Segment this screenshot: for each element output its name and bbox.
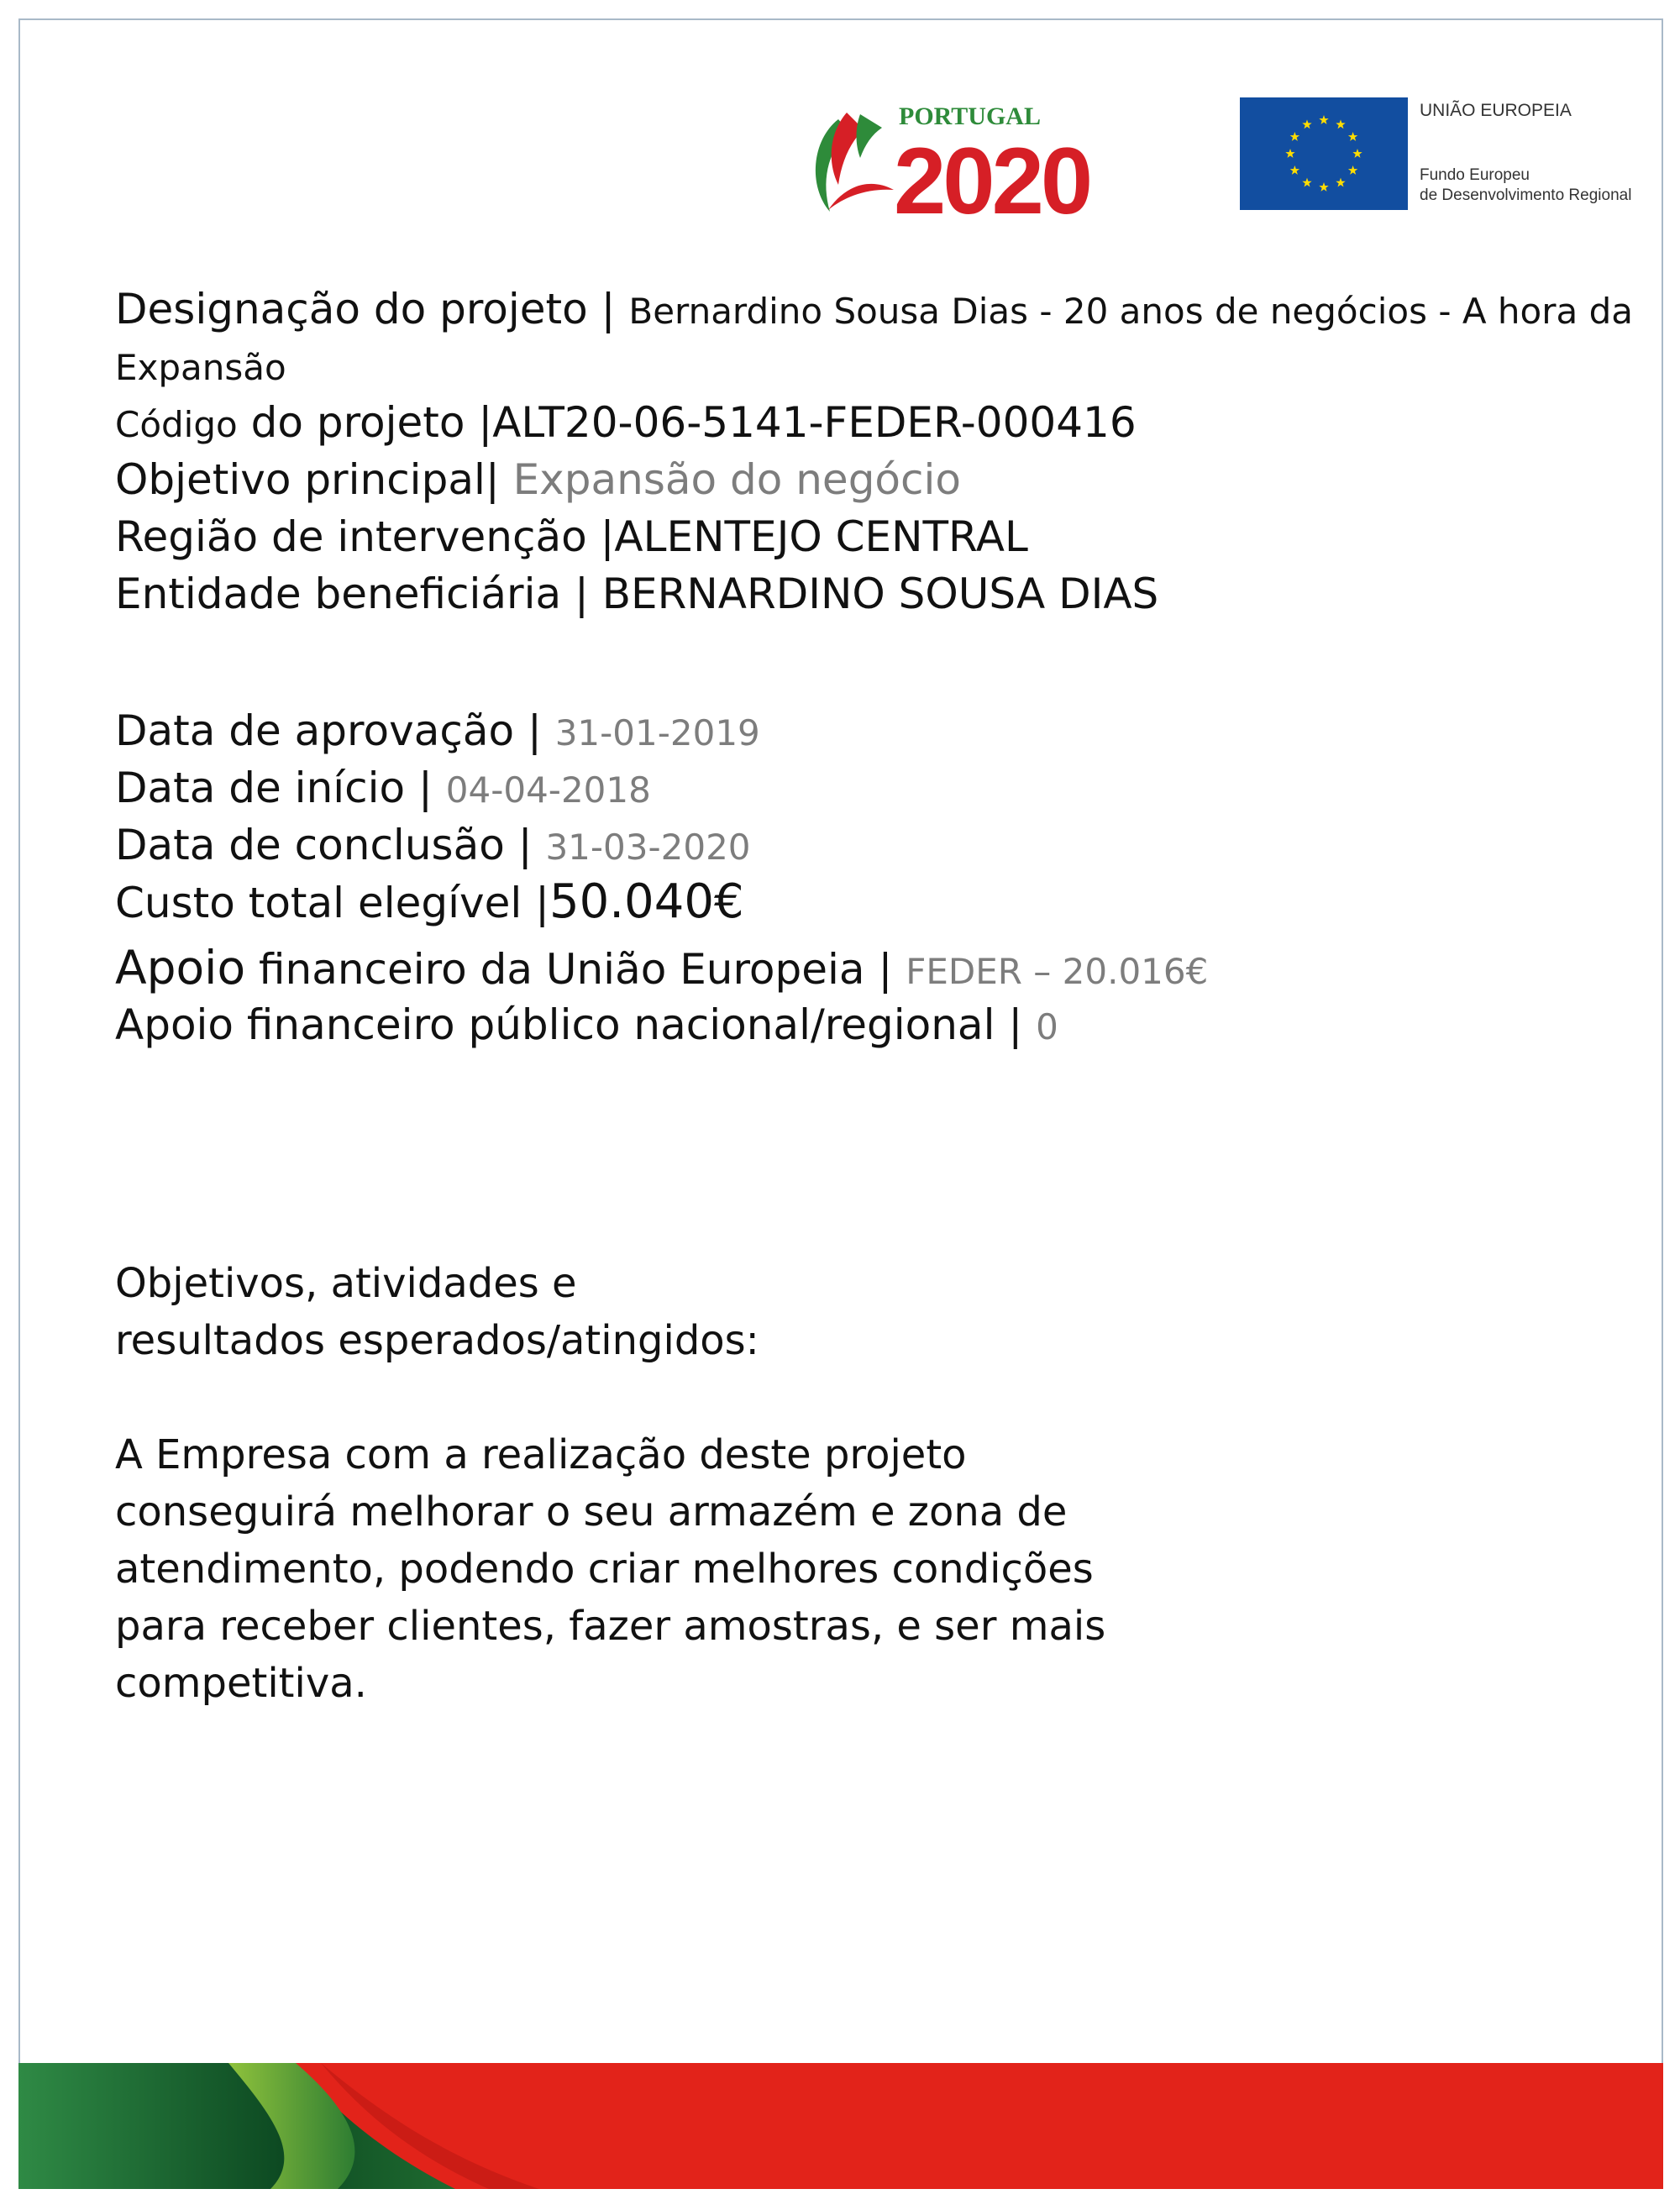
entity-row [115,569,1158,619]
designation-value: Bernardino Sousa Dias - 20 anos de negócios - A hora da [628,291,1633,332]
region-value: ALENTEJO CENTRAL [614,512,1028,561]
public-support-value: 0 [1036,1006,1058,1047]
entity-value: BERNARDINO SOUSA DIAS [601,570,1159,618]
start-label: Data de início | [115,764,446,812]
eu-support-label-prefix: Apoio [115,941,246,995]
portugal-2020-emblem-icon [805,94,1174,220]
end-label: Data de conclusão | [115,821,546,869]
eu-support-row [115,942,1208,997]
cost-row [115,874,744,929]
public-support-label: Apoio financeiro público nacional/regional | [115,1000,1037,1049]
objectives-body-line5: competitiva. [115,1660,367,1707]
public-support-row [115,1000,1058,1053]
objectives-body-line1: A Empresa com a realização deste projeto [115,1431,967,1478]
designation-value-continued: Expansão [115,347,286,388]
portugal-year: 2020 [894,129,1090,220]
code-row [115,397,1137,450]
end-row [115,820,751,873]
end-value: 31-03-2020 [545,827,751,868]
objective-row [115,454,961,505]
code-value: ALT20-06-5141-FEDER-000416 [492,398,1137,447]
footer-graphic [18,2063,1663,2189]
objectives-body [115,1426,1106,1712]
objectives-body-line2: conseguirá melhorar o seu armazém e zona de [115,1488,1068,1535]
code-label-prefix: Código [115,404,238,445]
objectives-heading [115,1255,1106,1369]
objectives-body-line4: para receber clientes, fazer amostras, e ser mais [115,1603,1106,1650]
objectives-heading-line1: Objetivos, atividades e [115,1260,577,1307]
code-label: do projeto | [237,398,493,447]
start-value: 04-04-2018 [445,769,651,811]
designation-label: Designação do projeto | [115,285,629,333]
region-row [115,512,1028,562]
eu-logo [1240,97,1660,212]
eu-title: UNIÃO EUROPEIA [1420,101,1572,120]
start-row [115,763,651,816]
region-label: Região de intervenção | [115,512,615,561]
footer-band [18,2063,1663,2189]
portugal-word: PORTUGAL [899,102,1041,130]
entity-label: Entidade beneficiária | [115,570,602,618]
cost-value: 50.040€ [549,874,744,929]
approval-row [115,706,760,759]
objectives-heading-line2: resultados esperados/atingidos: [115,1317,759,1364]
eu-fund-line1: Fundo Europeu [1420,166,1530,184]
cost-label: Custo total elegível | [115,879,549,927]
objective-label: Objetivo principal| [115,455,513,504]
objective-value: Expansão do negócio [512,455,961,504]
eu-support-label: financeiro da União Europeia | [245,945,906,994]
objectives-body-line3: atendimento, podendo criar melhores condições [115,1546,1094,1593]
eu-fund-line2: de Desenvolvimento Regional [1420,186,1632,204]
eu-flag-icon [1240,97,1408,210]
approval-value: 31-01-2019 [554,712,760,753]
portugal-2020-logo [805,94,1174,220]
designation-row [115,284,1633,337]
eu-support-value: FEDER – 20.016€ [906,951,1209,992]
approval-label: Data de aprovação | [115,706,555,755]
